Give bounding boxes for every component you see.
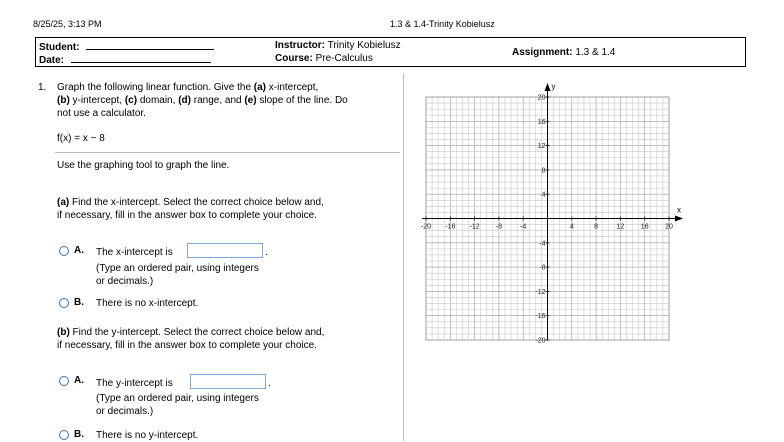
part-b-choice-b-label: B. (74, 429, 84, 440)
x-tick-label: -16 (445, 223, 456, 231)
course-value: Pre-Calculus (315, 53, 373, 64)
prompt-text-4: domain, (137, 95, 179, 106)
date-label: Date: (39, 55, 65, 66)
prompt-tag-a: (a) (253, 82, 267, 93)
student-name-blank (86, 40, 214, 50)
x-tick-label: 8 (594, 223, 599, 231)
print-title: 1.3 & 1.4-Trinity Kobielusz (390, 19, 495, 29)
y-tick-label: 20 (537, 94, 546, 102)
y-tick-label: -4 (539, 240, 546, 248)
y-tick-label: 8 (541, 167, 546, 175)
column-divider (403, 73, 404, 441)
date-row (39, 53, 211, 66)
course-row (275, 53, 373, 64)
part-a-choice-a-text: The x-intercept is (96, 247, 173, 258)
graph-instruction: Use the graphing tool to graph the line. (57, 160, 230, 171)
course-label: Course: (275, 53, 313, 64)
instructor-value: Trinity Kobielusz (327, 40, 401, 51)
part-a-choice-a-label: A. (74, 245, 84, 256)
prompt-tag-b: (b) (57, 95, 70, 106)
student-row (39, 40, 214, 53)
x-tick-label: 16 (640, 223, 649, 231)
question-prompt (57, 81, 402, 120)
part-b-prompt (57, 326, 324, 352)
part-b-hint-line2: or decimals.) (96, 406, 154, 417)
x-axis-label: x (677, 205, 681, 215)
prompt-text-6: slope of the line. Do (256, 95, 348, 106)
part-b-choice-a-radio[interactable] (59, 376, 69, 386)
answer-period-b: . (268, 378, 271, 389)
prompt-text-1: Graph the following linear function. Give the (57, 82, 254, 93)
x-tick-label: -8 (495, 223, 503, 231)
y-tick-label: -12 (535, 288, 546, 296)
instructor-row (275, 40, 401, 51)
x-axis-arrow (675, 216, 683, 222)
student-label: Student: (39, 42, 80, 53)
coordinate-graph[interactable] (412, 80, 694, 350)
y-tick-label: 4 (541, 191, 546, 199)
part-a-line1: Find the x-intercept. Select the correct choice below and, (69, 197, 324, 208)
instructor-label: Instructor: (275, 40, 325, 51)
prompt-text-3: y-intercept, (69, 95, 125, 106)
part-a-choice-b-label: B. (74, 297, 84, 308)
x-tick-label: 4 (569, 223, 574, 231)
x-tick-label: 20 (665, 223, 673, 231)
student-info-box (35, 37, 746, 67)
y-tick-label: 16 (537, 118, 546, 126)
assignment-row (512, 47, 615, 58)
part-b-hint-line1: (Type an ordered pair, using integers (96, 393, 259, 404)
part-a-choice-b-text: There is no x-intercept. (96, 298, 199, 309)
y-tick-label: 12 (537, 143, 546, 151)
prompt-text-7: not use a calculator. (57, 108, 146, 119)
part-a-choice-a-radio[interactable] (59, 246, 69, 256)
y-tick-label: -20 (535, 337, 546, 345)
x-intercept-answer-box[interactable] (187, 243, 263, 258)
section-divider (55, 152, 400, 153)
part-a-line2: if necessary, fill in the answer box to complete your choice. (57, 210, 317, 221)
part-a-prompt (57, 196, 324, 222)
prompt-tag-c: (c) (124, 95, 138, 106)
prompt-text-2: x-intercept, (266, 82, 319, 93)
part-b-choice-b-radio[interactable] (59, 430, 69, 440)
y-axis-arrow (545, 83, 551, 91)
part-b-tag: (b) (57, 327, 70, 338)
y-tick-label: -16 (535, 313, 546, 321)
assignment-value: 1.3 & 1.4 (575, 47, 616, 58)
x-tick-label: -12 (469, 223, 480, 231)
function-expression: f(x) = x − 8 (57, 133, 105, 144)
answer-period: . (265, 247, 268, 258)
x-tick-label: 12 (616, 223, 625, 231)
y-intercept-answer-box[interactable] (190, 374, 266, 389)
x-tick-label: -20 (420, 223, 432, 231)
part-a-choice-b-radio[interactable] (59, 298, 69, 308)
prompt-tag-e: (e) (244, 95, 257, 106)
part-b-choice-a-text: The y-intercept is (96, 378, 173, 389)
part-b-line1: Find the y-intercept. Select the correct choice below and, (69, 327, 325, 338)
prompt-tag-d: (d) (178, 95, 191, 106)
y-tick-label: -8 (539, 264, 546, 272)
assignment-label: Assignment: (512, 47, 573, 58)
part-a-hint-line2: or decimals.) (96, 276, 154, 287)
x-tick-label: -4 (520, 223, 527, 231)
part-b-choice-b-text: There is no y-intercept. (96, 430, 199, 441)
part-b-choice-a-label: A. (74, 375, 84, 386)
part-b-line2: if necessary, fill in the answer box to complete your choice. (57, 340, 317, 351)
part-a-tag: (a) (57, 197, 70, 208)
print-datetime: 8/25/25, 3:13 PM (33, 19, 102, 29)
y-axis-label: y (551, 82, 556, 91)
date-blank (71, 53, 211, 63)
question-number: 1. (38, 82, 47, 93)
part-a-hint-line1: (Type an ordered pair, using integers (96, 263, 259, 274)
prompt-text-5: range, and (190, 95, 245, 106)
